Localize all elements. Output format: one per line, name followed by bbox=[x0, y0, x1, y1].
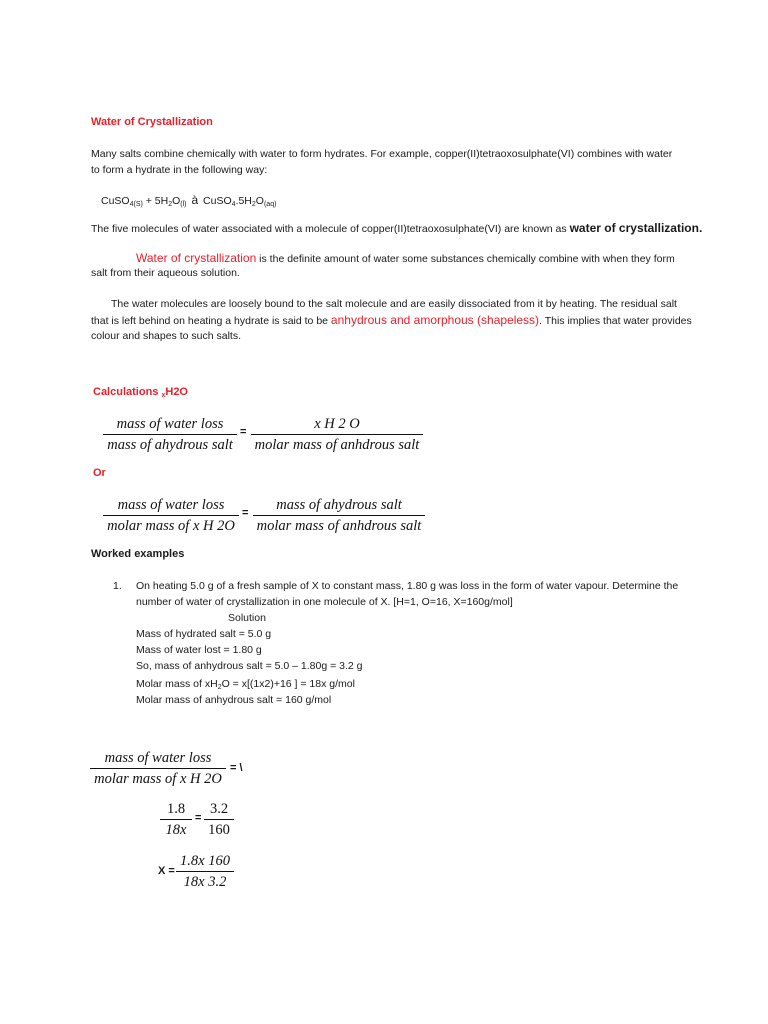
solution-step-3: So, mass of anhydrous salt = 5.0 – 1.80g = 3.2 g bbox=[136, 660, 363, 672]
loosely-line-1: The water molecules are loosely bound to the salt molecule and are easily dissociated from it by heating. The residual salt bbox=[111, 298, 677, 310]
ratio-equals-sign: = bbox=[195, 812, 202, 824]
solution-step-5: Molar mass of anhydrous salt = 160 g/mol bbox=[136, 694, 332, 706]
ratio-left-fraction: 1.8 18x bbox=[160, 801, 192, 838]
solution-step-4: Molar mass of $xH_2O = x[(1x2)+16$ ] = 18x g/mol bbox=[136, 678, 355, 691]
equals-sign: = bbox=[240, 426, 247, 438]
list-number: 1. bbox=[113, 580, 122, 592]
x-result-fraction: 1.8x 160 18x 3.2 bbox=[176, 853, 234, 890]
formula-1-right-fraction: x H 2 O molar mass of anhdrous salt bbox=[251, 416, 423, 453]
formula-2-right-fraction: mass of ahydrous salt molar mass of anhdrous salt bbox=[253, 497, 425, 534]
question-line-2: number of water of crystallization in one molecule of X. [H=1, O=16, X=160g/mol] bbox=[136, 596, 513, 608]
definition-line-2: salt from their aqueous solution. bbox=[91, 267, 240, 279]
five-molecules-text: The five molecules of water associated with a molecule of copper(II)tetraoxosulphate(VI) are known as water of crystallization. bbox=[91, 221, 703, 235]
ratio-right-fraction: 3.2 160 bbox=[204, 801, 234, 838]
formula-1-left-fraction: mass of water loss mass of ahydrous salt bbox=[103, 416, 237, 453]
loosely-line-3: colour and shapes to such salts. bbox=[91, 330, 242, 342]
hydrate-equation: CuSO$_{4(S)}$ + $5H_2O_{(l)}$ à $CuSO_4.5H_2O_{(aq)}$ bbox=[101, 193, 277, 208]
x-label: X = bbox=[158, 865, 175, 877]
formula-2-left-fraction: mass of water loss molar mass of x H 2O bbox=[103, 497, 239, 534]
water-of-crystallization-term: water of crystallization. bbox=[569, 221, 703, 235]
solution-step-1: Mass of hydrated salt = 5.0 g bbox=[136, 628, 272, 640]
solution-step-2: Mass of water lost = 1.80 g bbox=[136, 644, 262, 656]
final-left-fraction: mass of water loss molar mass of x H 2O bbox=[90, 750, 226, 787]
solution-label: Solution bbox=[228, 612, 266, 624]
definition-term: Water of crystallization bbox=[136, 251, 257, 265]
loosely-line-2: that is left behind on heating a hydrate is said to be anhydrous and amorphous (shapeless). This implies that water provides bbox=[91, 313, 692, 327]
definition-line-1: Water of crystallization is the definite amount of water some substances chemically combine with when they form bbox=[136, 251, 675, 265]
equals-sign: = bbox=[242, 507, 249, 519]
intro-line-1: Many salts combine chemically with water to form hydrates. For example, copper(II)tetraoxosulphate(VI) combines with water bbox=[91, 148, 673, 160]
page-title: Water of Crystallization bbox=[91, 116, 213, 128]
final-equals-sign: = \ bbox=[230, 762, 243, 774]
question-line-1: On heating 5.0 g of a fresh sample of X to constant mass, 1.80 g was loss in the form of water vapour. Determine the bbox=[136, 580, 679, 592]
or-label: Or bbox=[93, 467, 106, 479]
calculations-heading: Calculations $_x$H2O bbox=[93, 386, 188, 399]
arrow-symbol: à bbox=[191, 193, 199, 207]
intro-line-2: to form a hydrate in the following way: bbox=[91, 164, 268, 176]
worked-examples-heading: Worked examples bbox=[91, 548, 185, 560]
anhydrous-term: anhydrous and amorphous (shapeless) bbox=[330, 313, 540, 327]
